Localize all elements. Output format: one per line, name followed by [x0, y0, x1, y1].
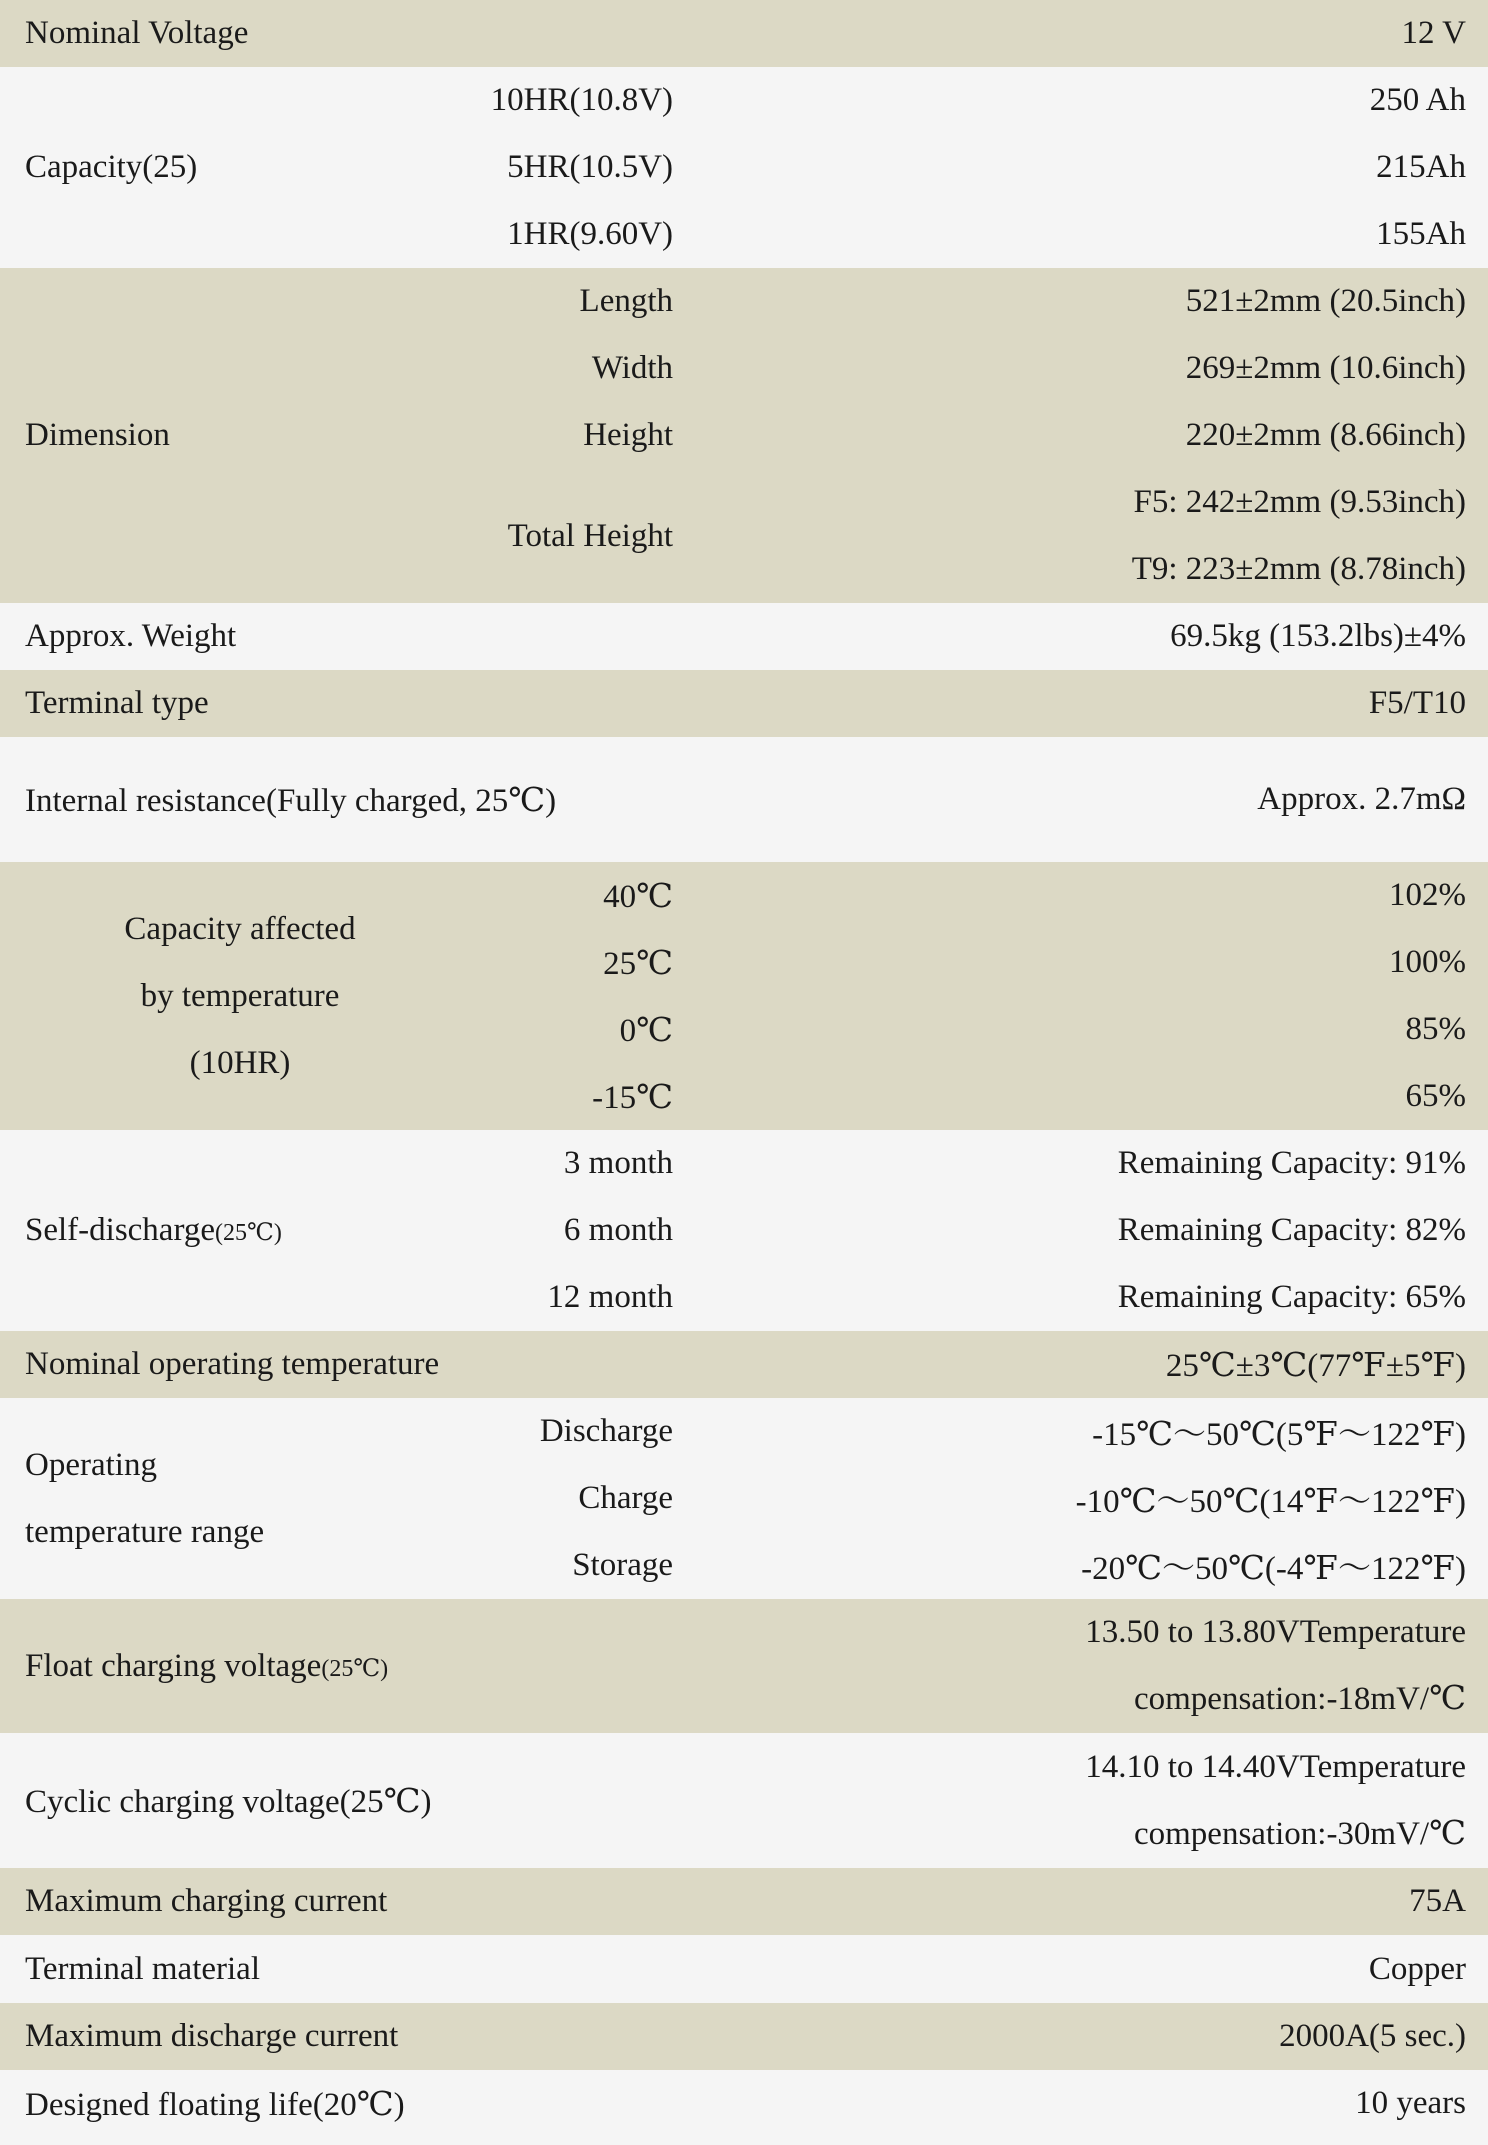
- spec-value: 269±2mm (10.6inch): [680, 335, 1488, 402]
- spec-label: Nominal operating temperature: [0, 1331, 680, 1398]
- spec-value: 75A: [680, 1868, 1488, 1935]
- spec-label: Capacity(25): [0, 67, 480, 268]
- spec-value: Remaining Capacity: 82%: [680, 1197, 1488, 1264]
- spec-value: -10℃～50℃(14℉～122℉): [680, 1465, 1488, 1532]
- spec-row-nominal-voltage: [0, 0, 1488, 67]
- spec-value: -15℃～50℃(5℉～122℉): [680, 1398, 1488, 1465]
- spec-label: Designed floating life(20℃): [0, 2070, 680, 2137]
- spec-row-terminal-material: [0, 1935, 1488, 2003]
- spec-sublabel: Charge: [480, 1465, 680, 1532]
- spec-row-max-charging-current: [0, 1868, 1488, 1935]
- spec-label: Approx. Weight: [0, 603, 680, 670]
- spec-label: Internal resistance(Fully charged, 25℃): [0, 737, 680, 862]
- spec-value: [680, 1733, 1488, 1868]
- spec-label: Dimension: [0, 268, 480, 603]
- spec-label: [0, 1398, 480, 1599]
- spec-sublabel: Width: [480, 335, 680, 402]
- spec-row-float-charging-voltage: [0, 1599, 1488, 1733]
- spec-sublabel: 0℃: [480, 996, 680, 1063]
- spec-row-cyclic-charging-voltage: [0, 1733, 1488, 1868]
- spec-value: 12 V: [680, 0, 1488, 67]
- spec-sublabel: 40℃: [480, 862, 680, 929]
- spec-sublabel: 1HR(9.60V): [480, 201, 680, 268]
- spec-sublabel: 10HR(10.8V): [480, 67, 680, 134]
- spec-row-dimension: [0, 268, 1488, 335]
- spec-label: Terminal type: [0, 670, 680, 737]
- spec-label: Cyclic charging voltage(25℃): [0, 1733, 680, 1868]
- spec-sublabel: 6 month: [480, 1197, 680, 1264]
- spec-value: [680, 1599, 1488, 1733]
- spec-value-line: 14.10 to 14.40VTemperature: [1085, 1748, 1467, 1785]
- spec-row-capacity-temperature: [0, 862, 1488, 929]
- spec-row-max-discharge-current: [0, 2003, 1488, 2070]
- spec-row-self-discharge: [0, 1130, 1488, 1197]
- spec-value: 85%: [680, 996, 1488, 1063]
- spec-row-floating-life: [0, 2070, 1488, 2137]
- spec-label: Nominal Voltage: [0, 0, 680, 67]
- spec-value: 100%: [680, 929, 1488, 996]
- spec-label-condition: (25℃): [321, 1655, 389, 1682]
- spec-label-line: (10HR): [189, 1044, 291, 1081]
- spec-value: F5/T10: [680, 670, 1488, 737]
- spec-row-weight: [0, 603, 1488, 670]
- spec-label-condition: (25℃): [215, 1220, 282, 1246]
- spec-row-capacity: [0, 67, 1488, 134]
- spec-label-line: temperature range: [25, 1513, 265, 1550]
- spec-value: 220±2mm (8.66inch): [680, 402, 1488, 469]
- spec-value-line: 13.50 to 13.80VTemperature: [1085, 1614, 1467, 1650]
- spec-label-line: Capacity affected: [124, 910, 356, 947]
- spec-label-main: Self-discharge: [25, 1212, 215, 1248]
- spec-value: 250 Ah: [680, 67, 1488, 134]
- spec-row-terminal-type: [0, 670, 1488, 737]
- spec-sublabel: Length: [480, 268, 680, 335]
- spec-value: F5: 242±2mm (9.53inch): [680, 469, 1488, 536]
- spec-value: 155Ah: [680, 201, 1488, 268]
- spec-row-nominal-operating-temperature: [0, 1331, 1488, 1398]
- spec-value: Copper: [680, 1935, 1488, 2003]
- spec-sublabel: Discharge: [480, 1398, 680, 1465]
- spec-value-line: compensation:-30mV/℃: [1133, 1815, 1467, 1852]
- spec-label-main: Float charging voltage: [25, 1647, 322, 1684]
- spec-value: 10 years: [680, 2070, 1488, 2137]
- spec-value: 215Ah: [680, 134, 1488, 201]
- spec-label: Terminal material: [0, 1935, 680, 2003]
- spec-label-line: Operating: [25, 1446, 157, 1483]
- spec-sublabel: -15℃: [480, 1063, 680, 1130]
- spec-row-operating-temperature-range: [0, 1398, 1488, 1465]
- spec-value: 102%: [680, 862, 1488, 929]
- spec-label: Maximum discharge current: [0, 2003, 680, 2070]
- spec-value: -20℃～50℃(-4℉～122℉): [680, 1532, 1488, 1599]
- spec-value: Remaining Capacity: 91%: [680, 1130, 1488, 1197]
- spec-sublabel: Height: [480, 402, 680, 469]
- spec-sublabel: 25℃: [480, 929, 680, 996]
- spec-value: 69.5kg (153.2lbs)±4%: [680, 603, 1488, 670]
- spec-sublabel: Storage: [480, 1532, 680, 1599]
- spec-value: 65%: [680, 1063, 1488, 1130]
- spec-value: 2000A(5 sec.): [680, 2003, 1488, 2070]
- spec-label: Maximum charging current: [0, 1868, 680, 1935]
- spec-label: [0, 1130, 480, 1331]
- spec-label: [0, 1599, 680, 1733]
- spec-value: 25℃±3℃(77℉±5℉): [680, 1331, 1488, 1398]
- spec-row-internal-resistance: [0, 737, 1488, 862]
- spec-value: 521±2mm (20.5inch): [680, 268, 1488, 335]
- spec-value: T9: 223±2mm (8.78inch): [680, 536, 1488, 603]
- spec-label-line: by temperature: [140, 977, 340, 1014]
- spec-sublabel: Total Height: [480, 469, 680, 603]
- spec-sublabel: 3 month: [480, 1130, 680, 1197]
- spec-sublabel: 5HR(10.5V): [480, 134, 680, 201]
- spec-value: Approx. 2.7mΩ: [680, 737, 1488, 862]
- spec-label: [0, 862, 480, 1130]
- spec-value-line: compensation:-18mV/℃: [1133, 1681, 1467, 1717]
- spec-sublabel: 12 month: [480, 1264, 680, 1331]
- spec-value: Remaining Capacity: 65%: [680, 1264, 1488, 1331]
